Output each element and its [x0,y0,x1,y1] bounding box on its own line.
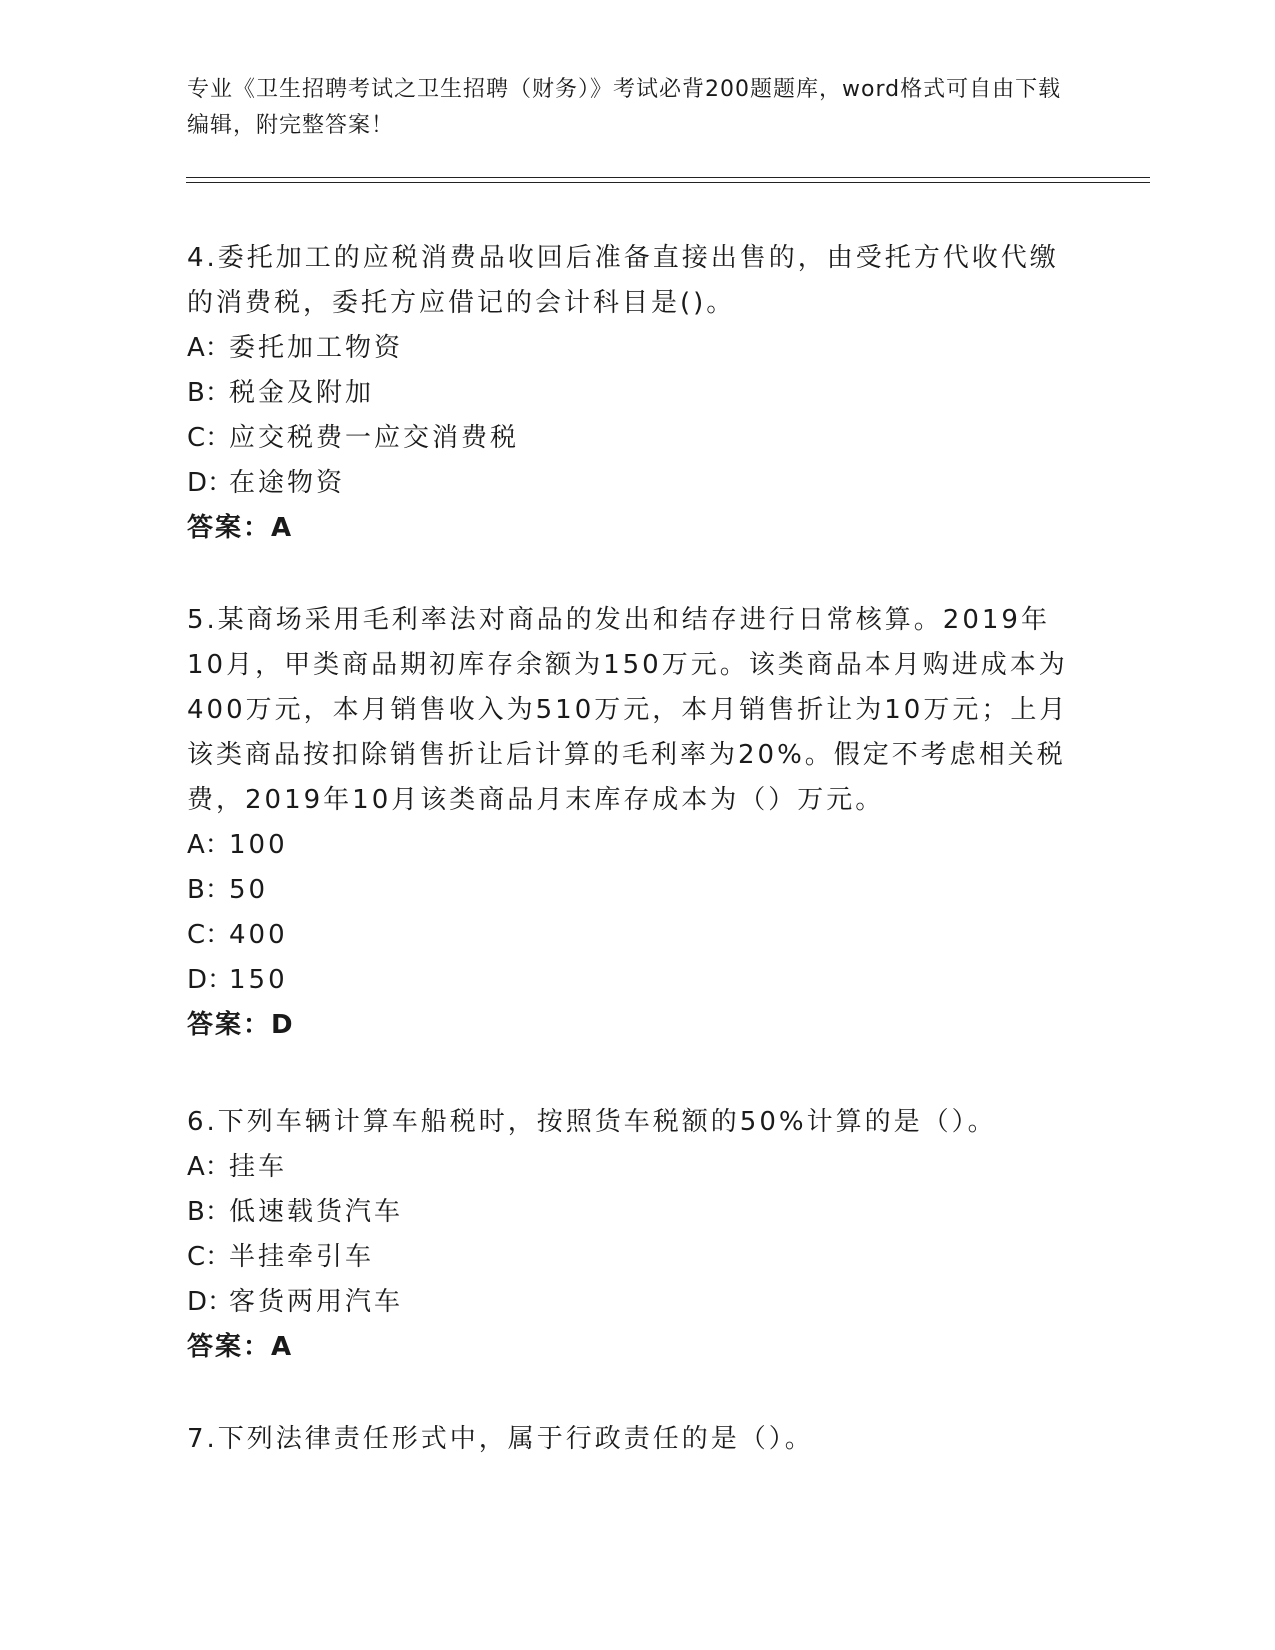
option-d [187,958,1087,1003]
option-text: 50 [229,875,269,905]
option-key: C： [187,1242,232,1272]
option-c [187,1235,1087,1280]
option-text: 低速载货汽车 [229,1197,404,1227]
question-text: 5.某商场采用毛利率法对商品的发出和结存进行日常核算。2019年10月，甲类商品期初库存余额为150万元。该类商品本月购进成本为400万元，本月销售收入为510万元，本月销售折让为10万元；上月该类商品按扣除销售折让后计算的毛利率为20%。假定不考虑相关税费，2019年10月该类商品月末库存成本为（）万元。 [187,605,1069,815]
header-divider-bottom [186,182,1150,183]
question-5 [187,598,1087,1048]
option-text: 委托加工物资 [229,333,404,363]
option-text: 半挂牵引车 [229,1242,375,1272]
option-text: 应交税费一应交消费税 [229,423,520,453]
option-a [187,823,1087,868]
option-text: 在途物资 [229,468,346,498]
option-text: 100 [229,830,288,860]
question-text: 4.委托加工的应税消费品收回后准备直接出售的，由受托方代收代缴的消费税，委托方应借记的会计科目是()。 [187,243,1059,318]
option-b [187,868,1087,913]
answer: 答案：D [187,1010,295,1040]
option-key: D： [187,1287,234,1317]
question-text: 6.下列车辆计算车船税时，按照货车税额的50%计算的是（）。 [187,1107,997,1137]
option-d [187,461,1087,506]
question-7 [187,1417,1087,1462]
question-text: 7.下列法律责任形式中，属于行政责任的是（）。 [187,1424,814,1454]
option-key: C： [187,920,232,950]
option-text: 400 [229,920,288,950]
option-text: 税金及附加 [229,378,375,408]
option-key: C： [187,423,232,453]
option-key: D： [187,468,234,498]
option-key: B： [187,378,231,408]
question-4 [187,236,1087,551]
option-key: A： [187,1152,231,1182]
option-key: A： [187,830,231,860]
option-text: 客货两用汽车 [229,1287,404,1317]
option-key: D： [187,965,234,995]
answer: 答案：A [187,513,294,543]
option-b [187,371,1087,416]
option-key: A： [187,333,231,363]
document-header: 专业《卫生招聘考试之卫生招聘（财务）》考试必背200题题库，word格式可自由下载编辑，附完整答案！ [187,77,1062,138]
option-d [187,1280,1087,1325]
option-c [187,913,1087,958]
option-b [187,1190,1087,1235]
option-key: B： [187,1197,231,1227]
option-a [187,1145,1087,1190]
option-text: 150 [229,965,288,995]
option-a [187,326,1087,371]
answer: 答案：A [187,1332,294,1362]
header-divider-top [186,177,1150,178]
question-6 [187,1100,1087,1370]
option-key: B： [187,875,231,905]
option-text: 挂车 [229,1152,288,1182]
option-c [187,416,1087,461]
